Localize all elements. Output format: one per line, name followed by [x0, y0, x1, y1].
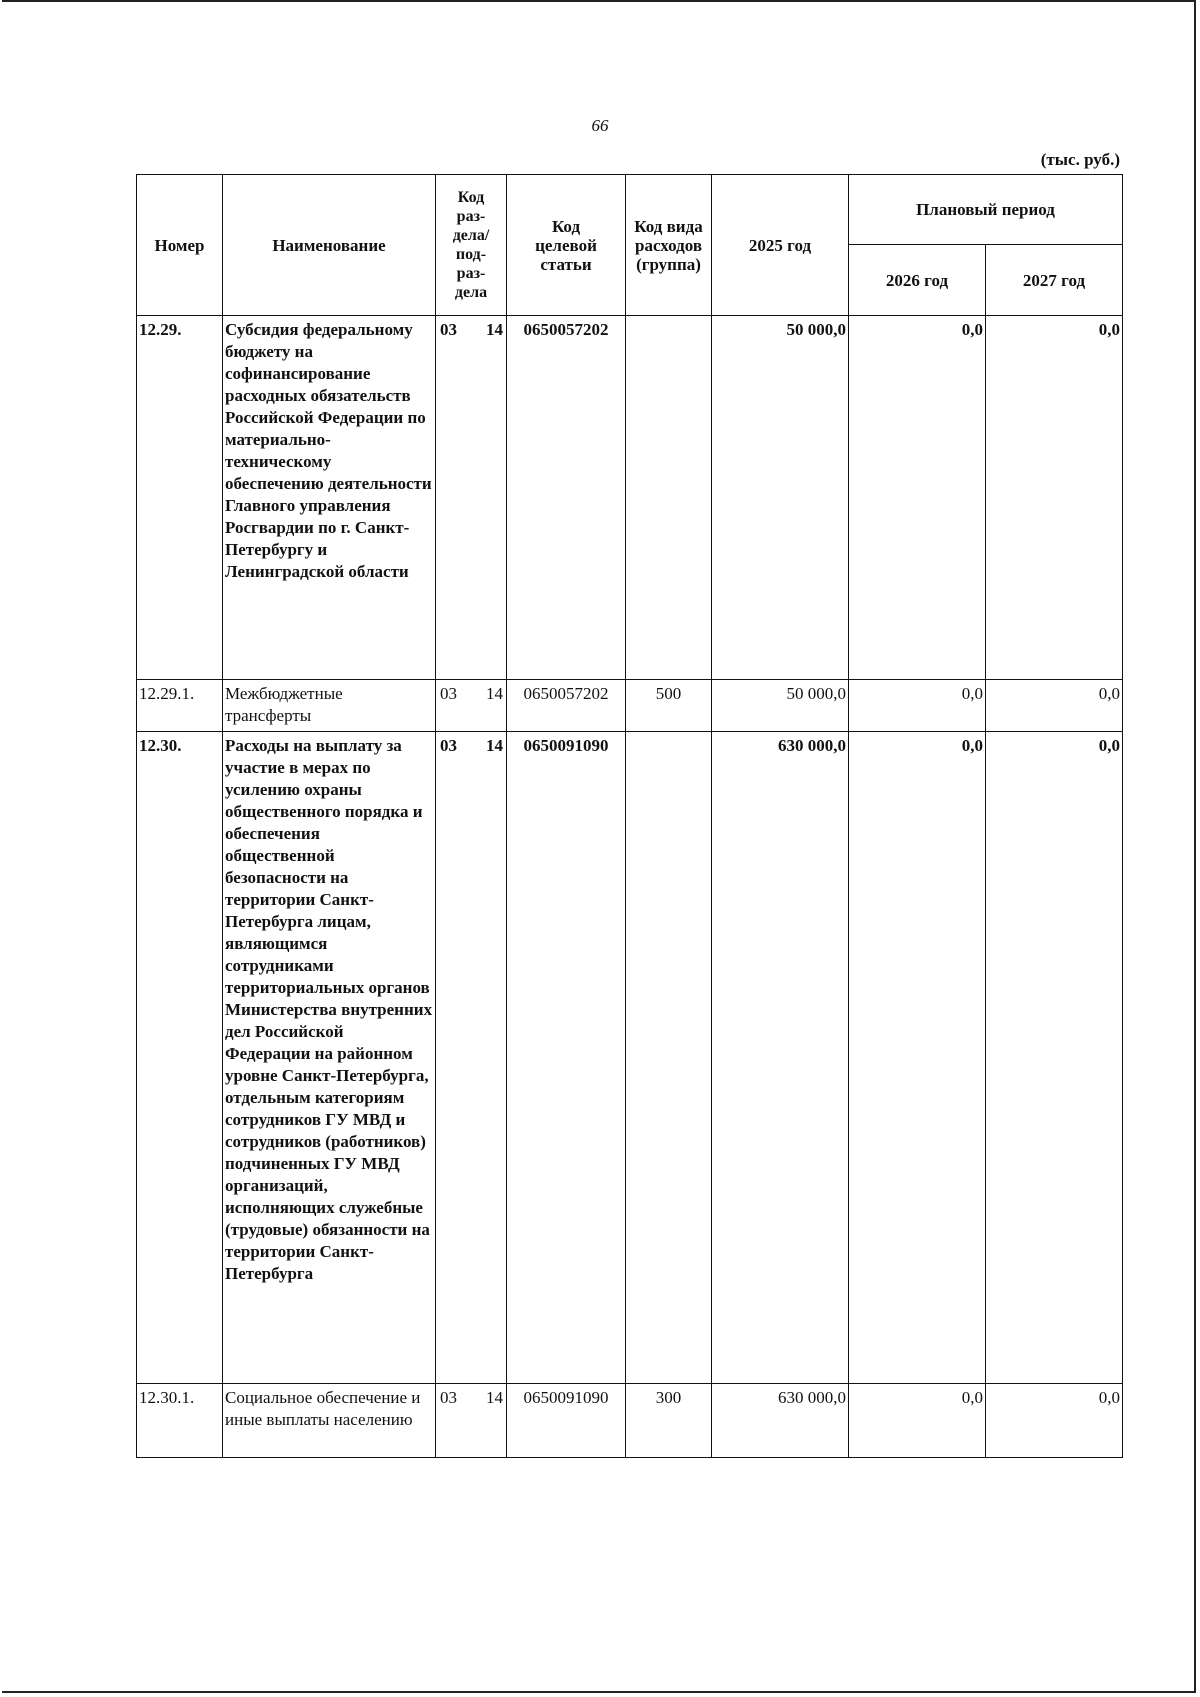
- row-section: 03: [440, 736, 457, 755]
- row-subsection: 14: [486, 684, 503, 703]
- row-target-code: 0650091090: [507, 732, 626, 1384]
- row-2026-value: 0,0: [849, 316, 986, 680]
- row-target-code: 0650057202: [507, 316, 626, 680]
- row-section-code: [436, 1384, 507, 1458]
- header-target-line: статьи: [540, 254, 592, 274]
- row-expense-code: [626, 316, 712, 680]
- row-number: 12.30.1.: [137, 1384, 223, 1458]
- budget-table: [136, 174, 1123, 1458]
- header-section-line: дела: [454, 284, 488, 301]
- row-section: 03: [440, 684, 457, 703]
- row-number: 12.29.: [137, 316, 223, 680]
- header-target-line: Код: [551, 216, 581, 236]
- header-number: Номер: [137, 175, 223, 316]
- row-2025-value: 50 000,0: [712, 316, 849, 680]
- row-2027-value: 0,0: [986, 316, 1123, 680]
- row-section-code: [436, 680, 507, 732]
- row-section: 03: [440, 320, 457, 339]
- header-year-2027: 2027 год: [986, 245, 1123, 316]
- row-2026-value: 0,0: [849, 1384, 986, 1458]
- header-year-2026: 2026 год: [849, 245, 986, 316]
- row-2025-value: 630 000,0: [712, 1384, 849, 1458]
- row-subsection: 14: [486, 320, 503, 339]
- row-target-code: 0650091090: [507, 1384, 626, 1458]
- header-target-line: целевой: [535, 235, 597, 255]
- header-expense-code: [626, 175, 712, 316]
- row-name: Межбюджетные трансферты: [223, 680, 436, 732]
- table-row: [137, 316, 1123, 680]
- row-section-code: [436, 732, 507, 1384]
- row-name: Социальное обеспечение и иные выплаты населению: [223, 1384, 436, 1458]
- header-year-2025: 2025 год: [712, 175, 849, 316]
- header-section-line: раз-: [456, 265, 486, 282]
- row-subsection: 14: [486, 1388, 503, 1407]
- row-2026-value: 0,0: [849, 732, 986, 1384]
- row-2027-value: 0,0: [986, 680, 1123, 732]
- row-expense-code: 300: [626, 1384, 712, 1458]
- row-target-code: 0650057202: [507, 680, 626, 732]
- header-section-line: Код: [457, 189, 485, 206]
- row-subsection: 14: [486, 736, 503, 755]
- table-row: [137, 1384, 1123, 1458]
- page-number: 66: [591, 116, 609, 135]
- header-expense-line: Код вида: [634, 216, 703, 236]
- row-name: Расходы на выплату за участие в мерах по усилению охраны общественного порядка и обеспечения общественной безопасности на территории Санкт-Петербурга лицам, являющимся сотрудниками территориальных органов Министерства внутренних дел Российской Федерации на районном уровне Санкт-Петербурга, отдельным категориям сотрудников ГУ МВД и сотрудников (работников) подчиненных ГУ МВД организаций, исполняющих служебные (трудовые) обязанности на территории Санкт-Петербурга: [223, 732, 436, 1384]
- header-section-line: дела/: [452, 227, 490, 244]
- header-expense-line: расходов: [635, 235, 702, 255]
- row-2026-value: 0,0: [849, 680, 986, 732]
- table-row: [137, 732, 1123, 1384]
- header-section-line: раз-: [456, 208, 486, 225]
- row-number: 12.29.1.: [137, 680, 223, 732]
- row-2027-value: 0,0: [986, 732, 1123, 1384]
- row-name: Субсидия федеральному бюджету на софинансирование расходных обязательств Российской Федерации по материально-техническому обеспечению деятельности Главного управления Росгвардии по г. Санкт-Петербургу и Ленинградской области: [223, 316, 436, 680]
- row-2025-value: 50 000,0: [712, 680, 849, 732]
- row-2027-value: 0,0: [986, 1384, 1123, 1458]
- row-expense-code: 500: [626, 680, 712, 732]
- row-section-code: [436, 316, 507, 680]
- units-label: (тыс. руб.): [1040, 150, 1120, 169]
- row-number: 12.30.: [137, 732, 223, 1384]
- row-section: 03: [440, 1388, 457, 1407]
- header-section-line: под-: [455, 246, 487, 263]
- header-name: Наименование: [223, 175, 436, 316]
- row-expense-code: [626, 732, 712, 1384]
- header-planned-period: Плановый период: [849, 175, 1123, 245]
- row-2025-value: 630 000,0: [712, 732, 849, 1384]
- table-row: [137, 680, 1123, 732]
- header-target-code: [507, 175, 626, 316]
- header-section-code: [436, 175, 507, 316]
- header-expense-line: (группа): [636, 254, 701, 274]
